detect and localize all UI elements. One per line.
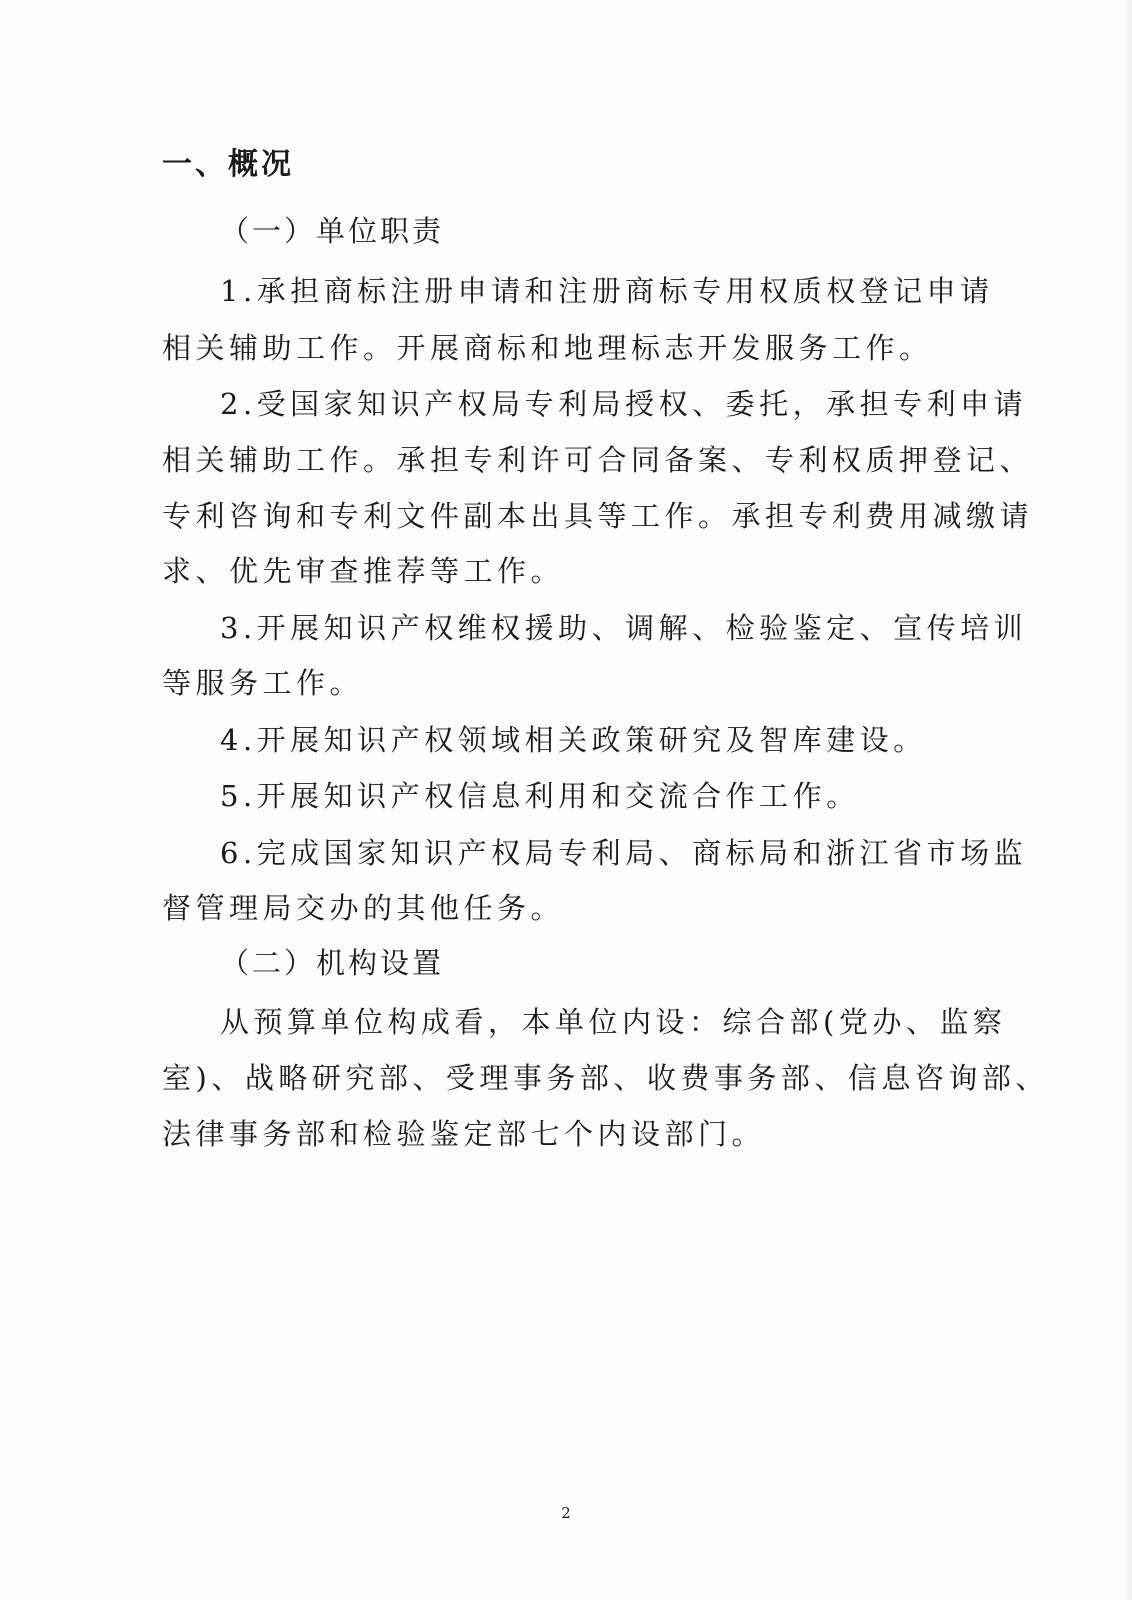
org-para-line-2: 室)、战略研究部、受理事务部、收费事务部、信息咨询部、 — [162, 1061, 1049, 1095]
item-3-line-1: 3.开展知识产权维权援助、调解、检验鉴定、宣传培训 — [220, 611, 1028, 645]
item-2-line-4: 求、优先审查推荐等工作。 — [162, 554, 565, 588]
org-para-line-1: 从预算单位构成看，本单位内设：综合部(党办、监察 — [220, 1005, 1007, 1039]
org-para-line-3: 法律事务部和检验鉴定部七个内设部门。 — [162, 1117, 766, 1151]
subsection-title-responsibilities: （一）单位职责 — [220, 214, 445, 248]
item-1-line-1: 1.承担商标注册申请和注册商标专用权质权登记申请 — [220, 274, 994, 308]
page-number: 2 — [561, 1504, 571, 1522]
item-6-line-2: 督管理局交办的其他任务。 — [162, 891, 565, 925]
item-2-line-1: 2.受国家知识产权局专利局授权、委托，承担专利申请 — [220, 387, 1028, 421]
item-5-line-1: 5.开展知识产权信息利用和交流合作工作。 — [220, 779, 860, 813]
item-4-line-1: 4.开展知识产权领域相关政策研究及智库建设。 — [220, 723, 927, 757]
item-6-line-1: 6.完成国家知识产权局专利局、商标局和浙江省市场监 — [220, 836, 1028, 870]
item-2-line-3: 专利咨询和专利文件副本出具等工作。承担专利费用减缴请 — [162, 499, 1034, 533]
scan-edge-shadow — [1124, 0, 1132, 1600]
item-2-line-2: 相关辅助工作。承担专利许可合同备案、专利权质押登记、 — [162, 443, 1034, 477]
item-3-line-2: 等服务工作。 — [162, 666, 364, 700]
item-1-line-2: 相关辅助工作。开展商标和地理标志开发服务工作。 — [162, 331, 933, 365]
subsection-title-organization: （二）机构设置 — [220, 946, 445, 980]
section-heading: 一、概况 — [162, 147, 294, 182]
